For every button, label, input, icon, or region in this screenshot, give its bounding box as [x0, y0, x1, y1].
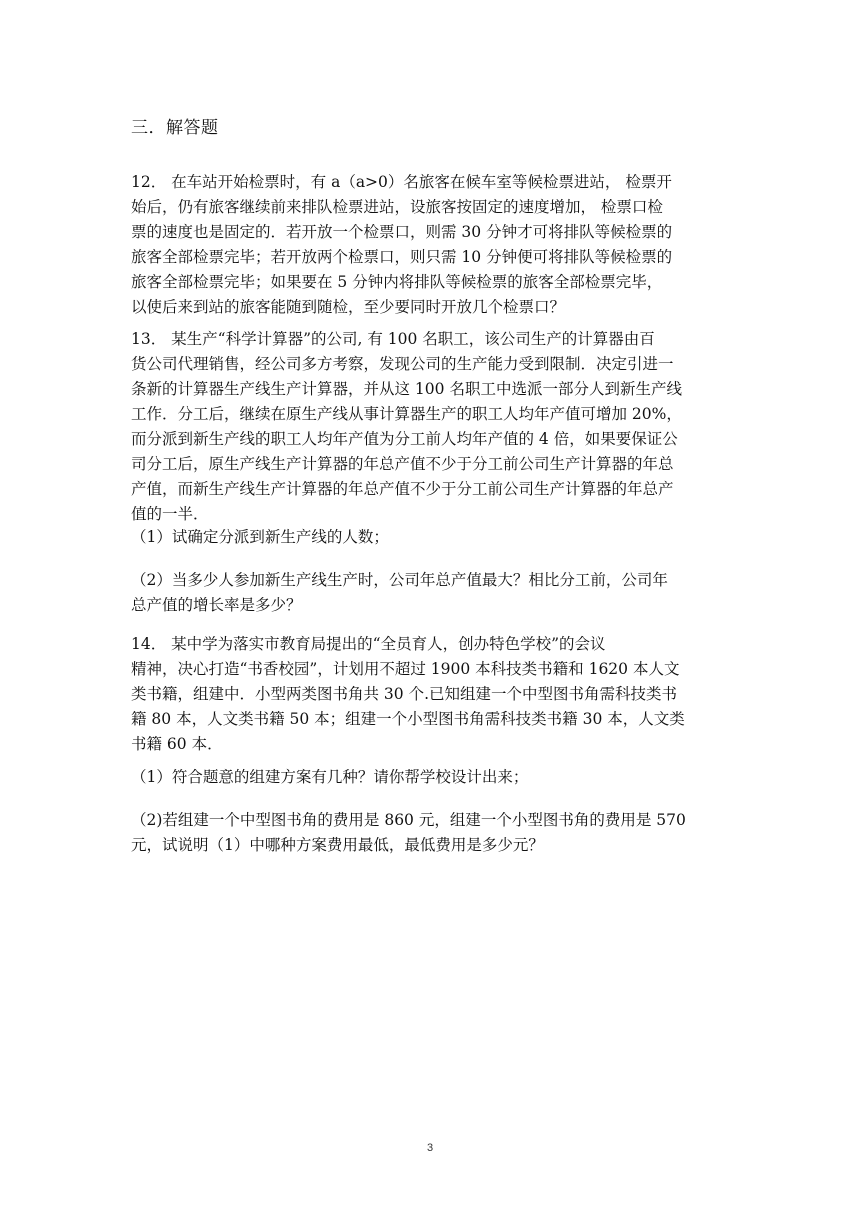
question-13: 13． 某生产“科学计算器”的公司, 有 100 名职工，该公司生产的计算器由百 货公司代理销售，经公司多方考察，发现公司的生产能力受到限制．决定引进一 条新的计算器生产线生产计算器，并从这 100 名职工中选派一部分人到新生产线 工作．分工后，继续在原生产线从事计算器生产的职工人均年产值可增加 20%， 而分派到新生产线的职工人均年产值为分工前人均年产值的 4 倍，如果要保证公 司分工后，原生产线生产计算器的年总产值不少于分工前公司生产计算器的年总 产值，而新生产线生产计算器的年总产值不少于分工前公司生产计算器的年总产 值的一半．	[131, 330, 682, 523]
question-12: 12． 在车站开始检票时，有 a（a>0）名旅客在候车室等候检票进站， 检票开 始后，仍有旅客继续前来排队检票进站，设旅客按固定的速度增加， 检票口检 票的速度也是固定的．若开放一个检票口，则需 30 分钟才可将排队等候检票的 旅客全部检票完毕；若开放两个检票口，则只需 10 分钟便可将排队等候检票的 旅客全部检票完毕；如果要在 5 分钟内将排队等候检票的旅客全部检票完毕， 以使后来到站的旅客能随到随检，至少要同时开放几个检票口？	[131, 173, 673, 316]
question-13-part-1: （1）试确定分派到新生产线的人数；	[131, 528, 389, 546]
question-14-part-1: （1）符合题意的组建方案有几种？请你帮学校设计出来；	[131, 768, 529, 786]
page-number: 3	[426, 1142, 434, 1154]
question-14-part-2: （2)若组建一个中型图书角的费用是 860 元，组建一个小型图书角的费用是 570 元，试说明（1）中哪种方案费用最低，最低费用是多少元？	[131, 811, 686, 854]
section-heading: 三．解答题	[131, 118, 219, 138]
question-13-part-2: （2）当多少人参加新生产线生产时，公司年总产值最大？相比分工前，公司年 总产值的增长率是多少？	[131, 571, 668, 614]
question-14: 14． 某中学为落实市教育局提出的“全员育人，创办特色学校”的会议 精神，决心打造“书香校园”，计划用不超过 1900 本科技类书籍和 1620 本人文 类书籍，组建中．小型两类图书角共 30 个.已知组建一个中型图书角需科技类书 籍 80 本，人文类书籍 50 本；组建一个小型图书角需科技类书籍 30 本，人文类 书籍 60 本．	[131, 635, 685, 753]
